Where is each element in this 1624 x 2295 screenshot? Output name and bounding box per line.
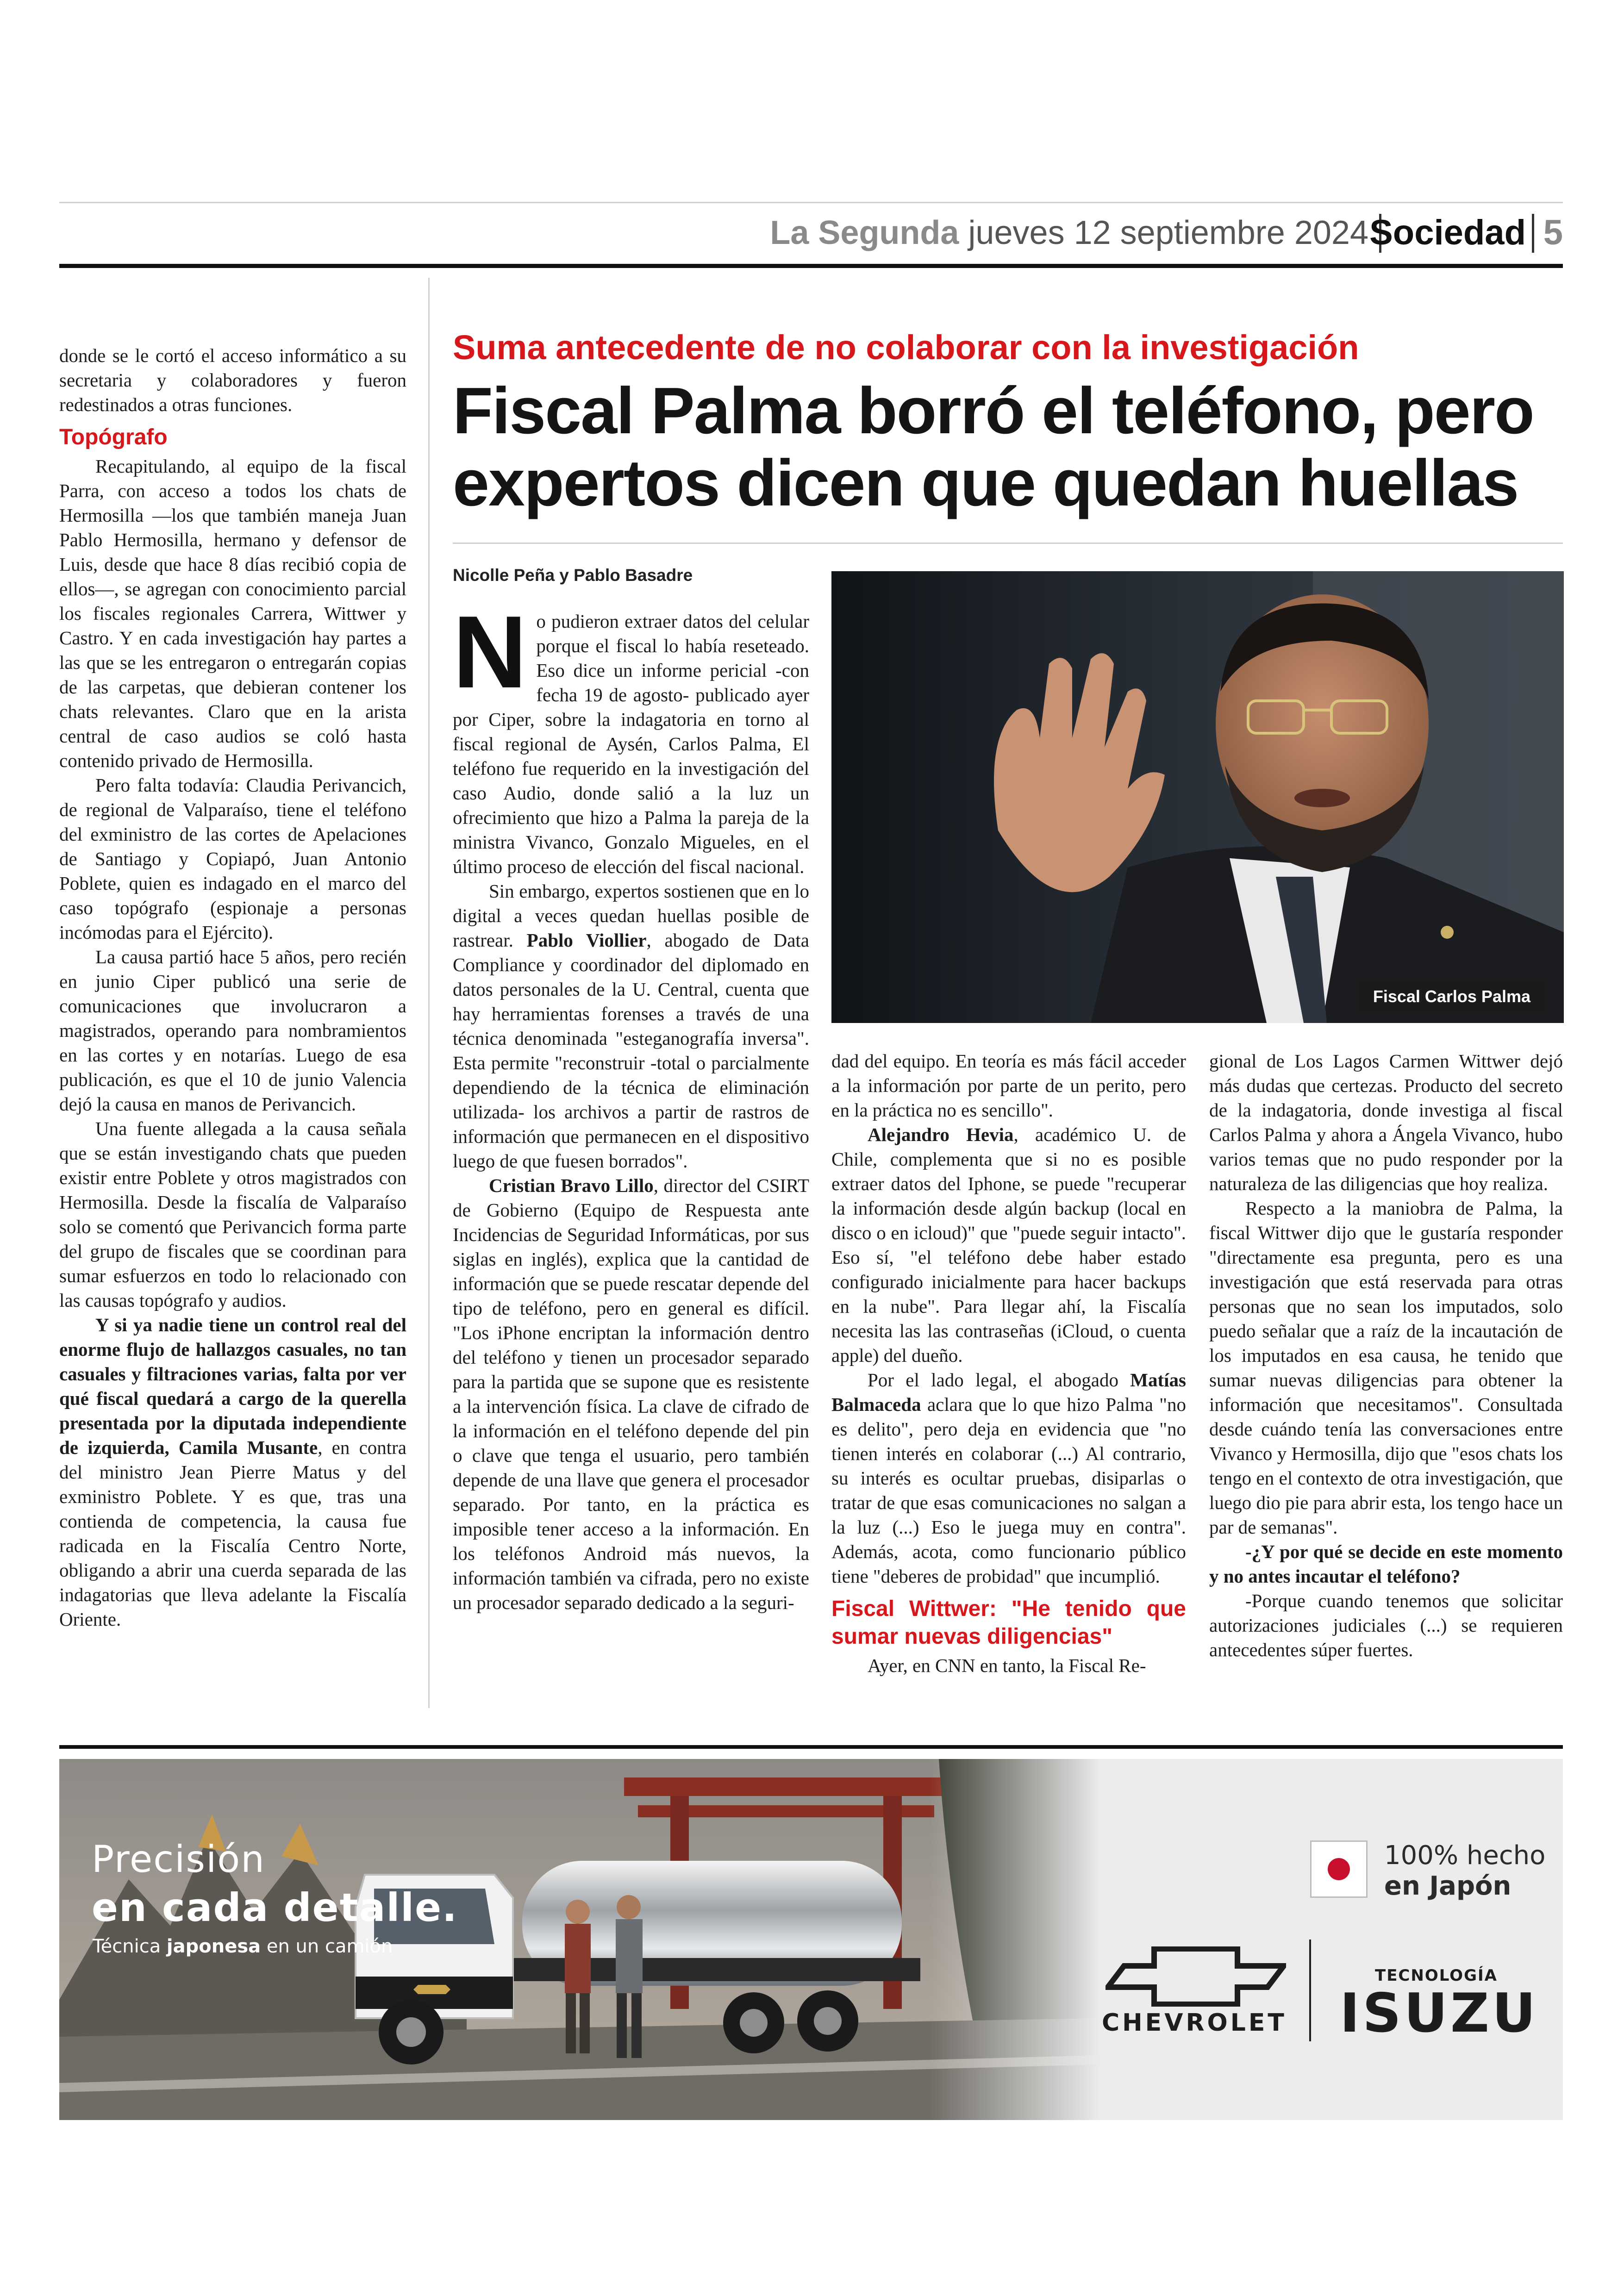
paragraph-text: , académico U. de Chile, complementa que si no es posible extraer datos del Iphone, se puede "recuperar la información desde algún backup (local en disco o en icloud)" que "puede seguir intacto". Eso sí, "el teléfono debe haber estado configurado inicialmente para hacer backups en la nube". Para llegar ahí, la Fiscalía necesita las las contraseñas (iCloud, o cuenta apple) del dueño.: [831, 1124, 1186, 1366]
chevrolet-bowtie-icon: [1106, 1946, 1286, 2007]
column-divider: [428, 278, 430, 1708]
article-kicker: Suma antecedente de no colaborar con la investigación: [453, 328, 1359, 367]
ad-slogan-line-1: Precisión: [92, 1838, 265, 1881]
headline-rule: [453, 543, 1563, 544]
paragraph: [453, 595, 809, 879]
portrait-photo: [831, 571, 1564, 1023]
ad-gradient: [930, 1759, 1101, 2120]
article-column-3: [1209, 1049, 1563, 1662]
tagline-text: en un camión: [261, 1936, 393, 1957]
bold-lead: Y si ya nadie tiene un control real del enorme flujo de hallazgos casuales, no tan casuales y filtraciones varias, falta por ver qué fiscal quedará a cargo de la querella presentada por la diputada independiente de izquierda, Camila Musante: [59, 1314, 406, 1458]
paragraph: [453, 879, 809, 1173]
source-name: Matías Balmaceda: [831, 1369, 1186, 1415]
logo-divider: [1309, 1940, 1311, 2041]
page-number: 5: [1543, 213, 1563, 252]
isuzu-technology-label: TECNOLOGÍA: [1375, 1966, 1498, 1985]
article-column-1: [453, 595, 809, 1615]
photo-caption: Fiscal Carlos Palma: [1356, 980, 1547, 1013]
source-name: Cristian Bravo Lillo: [489, 1175, 654, 1196]
tagline-bold: japonesa: [166, 1936, 261, 1957]
article-column-2: [831, 1049, 1186, 1678]
chevrolet-wordmark: CHEVROLET: [1102, 2009, 1287, 2037]
ad-slogan-line-2: en cada detalle.: [92, 1885, 458, 1930]
paragraph-text: o pudieron extraer datos del celular porque el fiscal lo había reseteado. Eso dice un informe pericial -con fecha 19 de agosto- publicado ayer por Ciper, sobre la indagatoria en torno al fiscal regional de Aysén, Carlos Palma, El teléfono fue requerido en la investigación del caso Audio, donde salió a la luz un ofrecimiento que hizo a Palma la pareja de la ministra Vivanco, Gonzalo Migueles, en el último proceso de elección del fiscal nacional.: [453, 611, 809, 877]
paragraph: Una fuente allegada a la causa señala que se están investigando chats que pueden existir entre Poblete y otros magistrados con Hermosilla. Desde la fiscalía de Valparaíso solo se comentó que Perivancich forma parte del grupo de fiscales que se coordinan para sumar esfuerzos en todo lo relacionado con las causas topógrafo y audios.: [59, 1118, 406, 1311]
bottom-rule: [59, 1745, 1563, 1749]
paragraph: La causa partió hace 5 años, pero recién en junio Ciper publicó una serie de comunicaciones que involucraron a magistrados, operando para nombramientos en las cortes y en notarías. Luego de esa publicación, es que el 10 de junio Valencia dejó la causa en manos de Perivancich.: [59, 946, 406, 1115]
made-in-japan-text: [1384, 1840, 1545, 1902]
issue-date: jueves 12 septiembre 2024: [968, 214, 1368, 251]
paragraph: [59, 1313, 406, 1632]
source-name: Pablo Viollier: [526, 929, 647, 951]
byline: Nicolle Peña y Pablo Basadre: [453, 566, 693, 585]
top-rule: [59, 202, 1563, 203]
isuzu-wordmark: ISUZU: [1340, 1982, 1539, 2045]
japan-line-2: en Japón: [1384, 1871, 1512, 1901]
article-photo: [831, 571, 1564, 1023]
paragraph: donde se le cortó el acceso informático a su secretaria y colaboradores y fueron redestinados a otras funciones.: [59, 345, 406, 415]
left-column: [59, 343, 406, 1632]
paragraph-text: , director del CSIRT de Gobierno (Equipo de Respuesta ante Incidencias de Seguridad Informáticas, por sus siglas en inglés), explica que la cantidad de información que se puede rescatar depende del tipo de teléfono, pero en general es difícil. "Los iPhone encriptan la información dentro del teléfono y tienen un procesador separado para la partida que se supone que es resistente a la intervención física. La clave de cifrado de la información en el teléfono depende del pin o clave que tenga el usuario, pero también depende de una llave que genera el procesador separado. Por tanto, en la práctica es imposible tener acceso a la información. En los teléfonos Android más nuevos, la información también va cifrada, pero no existe un procesador separado dedicado a la seguri-: [453, 1175, 809, 1613]
paragraph: [831, 1368, 1186, 1589]
question-text: -¿Y por qué se decide en este momento y no antes incautar el teléfono?: [1209, 1541, 1563, 1587]
flag-circle: [1328, 1858, 1350, 1880]
article-headline: Fiscal Palma borró el teléfono, pero expertos dicen que quedan huellas: [453, 374, 1534, 520]
source-name: Alejandro Hevia: [868, 1124, 1014, 1145]
paragraph-text: , abogado de Data Compliance y coordinador del diplomado en datos personales de la U. Central, cuenta que hay herramientas forenses a través de una técnica denominada "esteganografía inversa". Esta permite "reconstruir -total o parcialmente dependiendo de la técnica de eliminación utilizada- los archivos a partir de rastros de información que permanecen en el dispositivo luego de que fuesen borrados".: [453, 929, 809, 1172]
header-rule: [59, 264, 1563, 268]
paragraph: Recapitulando, al equipo de la fiscal Parra, con acceso a todos los chats de Hermosilla —los que también maneja Juan Pablo Hermosilla, hermano y defensor de Luis, desde que hace 8 días recibió copia de ellos—, se agregan con conocimiento parcial los fiscales regionales Carrera, Wittwer y Castro. Y en cada investigación hay partes a las que se les entregaron o entregarán copias de las carpetas, que debieran contener los chats relevantes. Claro que en la arista central de caso audios se coló hasta contenido privado de Hermosilla.: [59, 455, 406, 771]
paragraph-text: , en contra del ministro Jean Pierre Matus y del exministro Poblete. Y es que, tras una contienda de competencia, la causa fue radicada en la Fiscalía Centro Norte, obligando a abrir una cuerda separada de las indagatorias que lleva adelante la Fiscalía Oriente.: [59, 1437, 407, 1630]
ad-image: [59, 1759, 1101, 2120]
paragraph: [831, 1123, 1186, 1368]
newspaper-name: La Segunda: [770, 214, 959, 251]
masthead: [770, 207, 1368, 258]
interview-question: [1209, 1540, 1563, 1589]
header-separator: [1532, 214, 1534, 253]
ad-tagline: [93, 1936, 393, 1957]
japan-line-1: 100% hecho: [1384, 1840, 1546, 1871]
page-header: [59, 207, 1563, 258]
tagline-text: Técnica: [93, 1936, 167, 1957]
paragraph: [453, 1173, 809, 1615]
paragraph: gional de Los Lagos Carmen Wittwer dejó más dudas que certezas. Producto del secreto de la indagatoria, donde investiga al fiscal Carlos Palma y ahora a Ángela Vivanco, hubo varios temas que no pudo responder por la naturaleza de las diligencias que hoy realiza.: [1209, 1050, 1563, 1194]
subheading-topografo: Topógrafo: [59, 425, 168, 449]
paragraph: Ayer, en CNN en tanto, la Fiscal Re-: [868, 1655, 1146, 1676]
advertisement: [59, 1759, 1563, 2120]
paragraph-text: Sin embargo, expertos sostienen que en lo digital a veces quedan huellas posible de rastrear.: [453, 880, 809, 951]
paragraph: Respecto a la maniobra de Palma, la fiscal Wittwer dijo que le gustaría responder "directamente esa pregunta, pero es una investigación que está reservada para otras personas que no sean los imputados, solo puedo señalar que a raíz de la incautación de los imputados en esa causa, he tenido que sumar nuevas diligencias para obtener la información que necesitamos". Consultada desde cuándo tenía las conversaciones entre Vivanco y Hermosilla, dijo que "esos chats los tengo en el contexto de otra investigación, que luego dio pie para abrir esta, los tengo hace un par de semanas".: [1209, 1197, 1563, 1538]
section-name: Sociedad: [1369, 213, 1526, 252]
japan-flag-icon: [1310, 1840, 1368, 1898]
paragraph-text: aclara que lo que hizo Palma "no es delito", pero deja en evidencia que "no tienen interés en colaborar (...) Al contrario, su interés es ocultar pruebas, disiparlas o tratar de que esas comunicaciones no salgan a la luz (...) Eso le juega muy en contra". Además, acota, como funcionario público tiene "deberes de probidad" que incumplió.: [831, 1394, 1186, 1587]
paragraph-text: Por el lado legal, el abogado: [868, 1369, 1131, 1391]
paragraph: dad del equipo. En teoría es más fácil acceder a la información por parte de un perito, pero en la práctica no es sencillo".: [831, 1050, 1186, 1121]
paragraph: Pero falta todavía: Claudia Perivancich, de regional de Valparaíso, tiene el teléfono del exministro de las cortes de Apelaciones de Santiago y Copiapó, Juan Antonio Poblete, quien es indagado en el marco del caso topógrafo (espionaje a personas incómodas para el Ejército).: [59, 774, 406, 943]
interview-answer: -Porque cuando tenemos que solicitar autorizaciones judiciales (...) se requieren antecedentes súper fuertes.: [1209, 1590, 1563, 1660]
drop-cap: N: [453, 595, 527, 710]
subheading-wittwer: Fiscal Wittwer: "He tenido que sumar nuevas diligencias": [831, 1597, 1186, 1649]
